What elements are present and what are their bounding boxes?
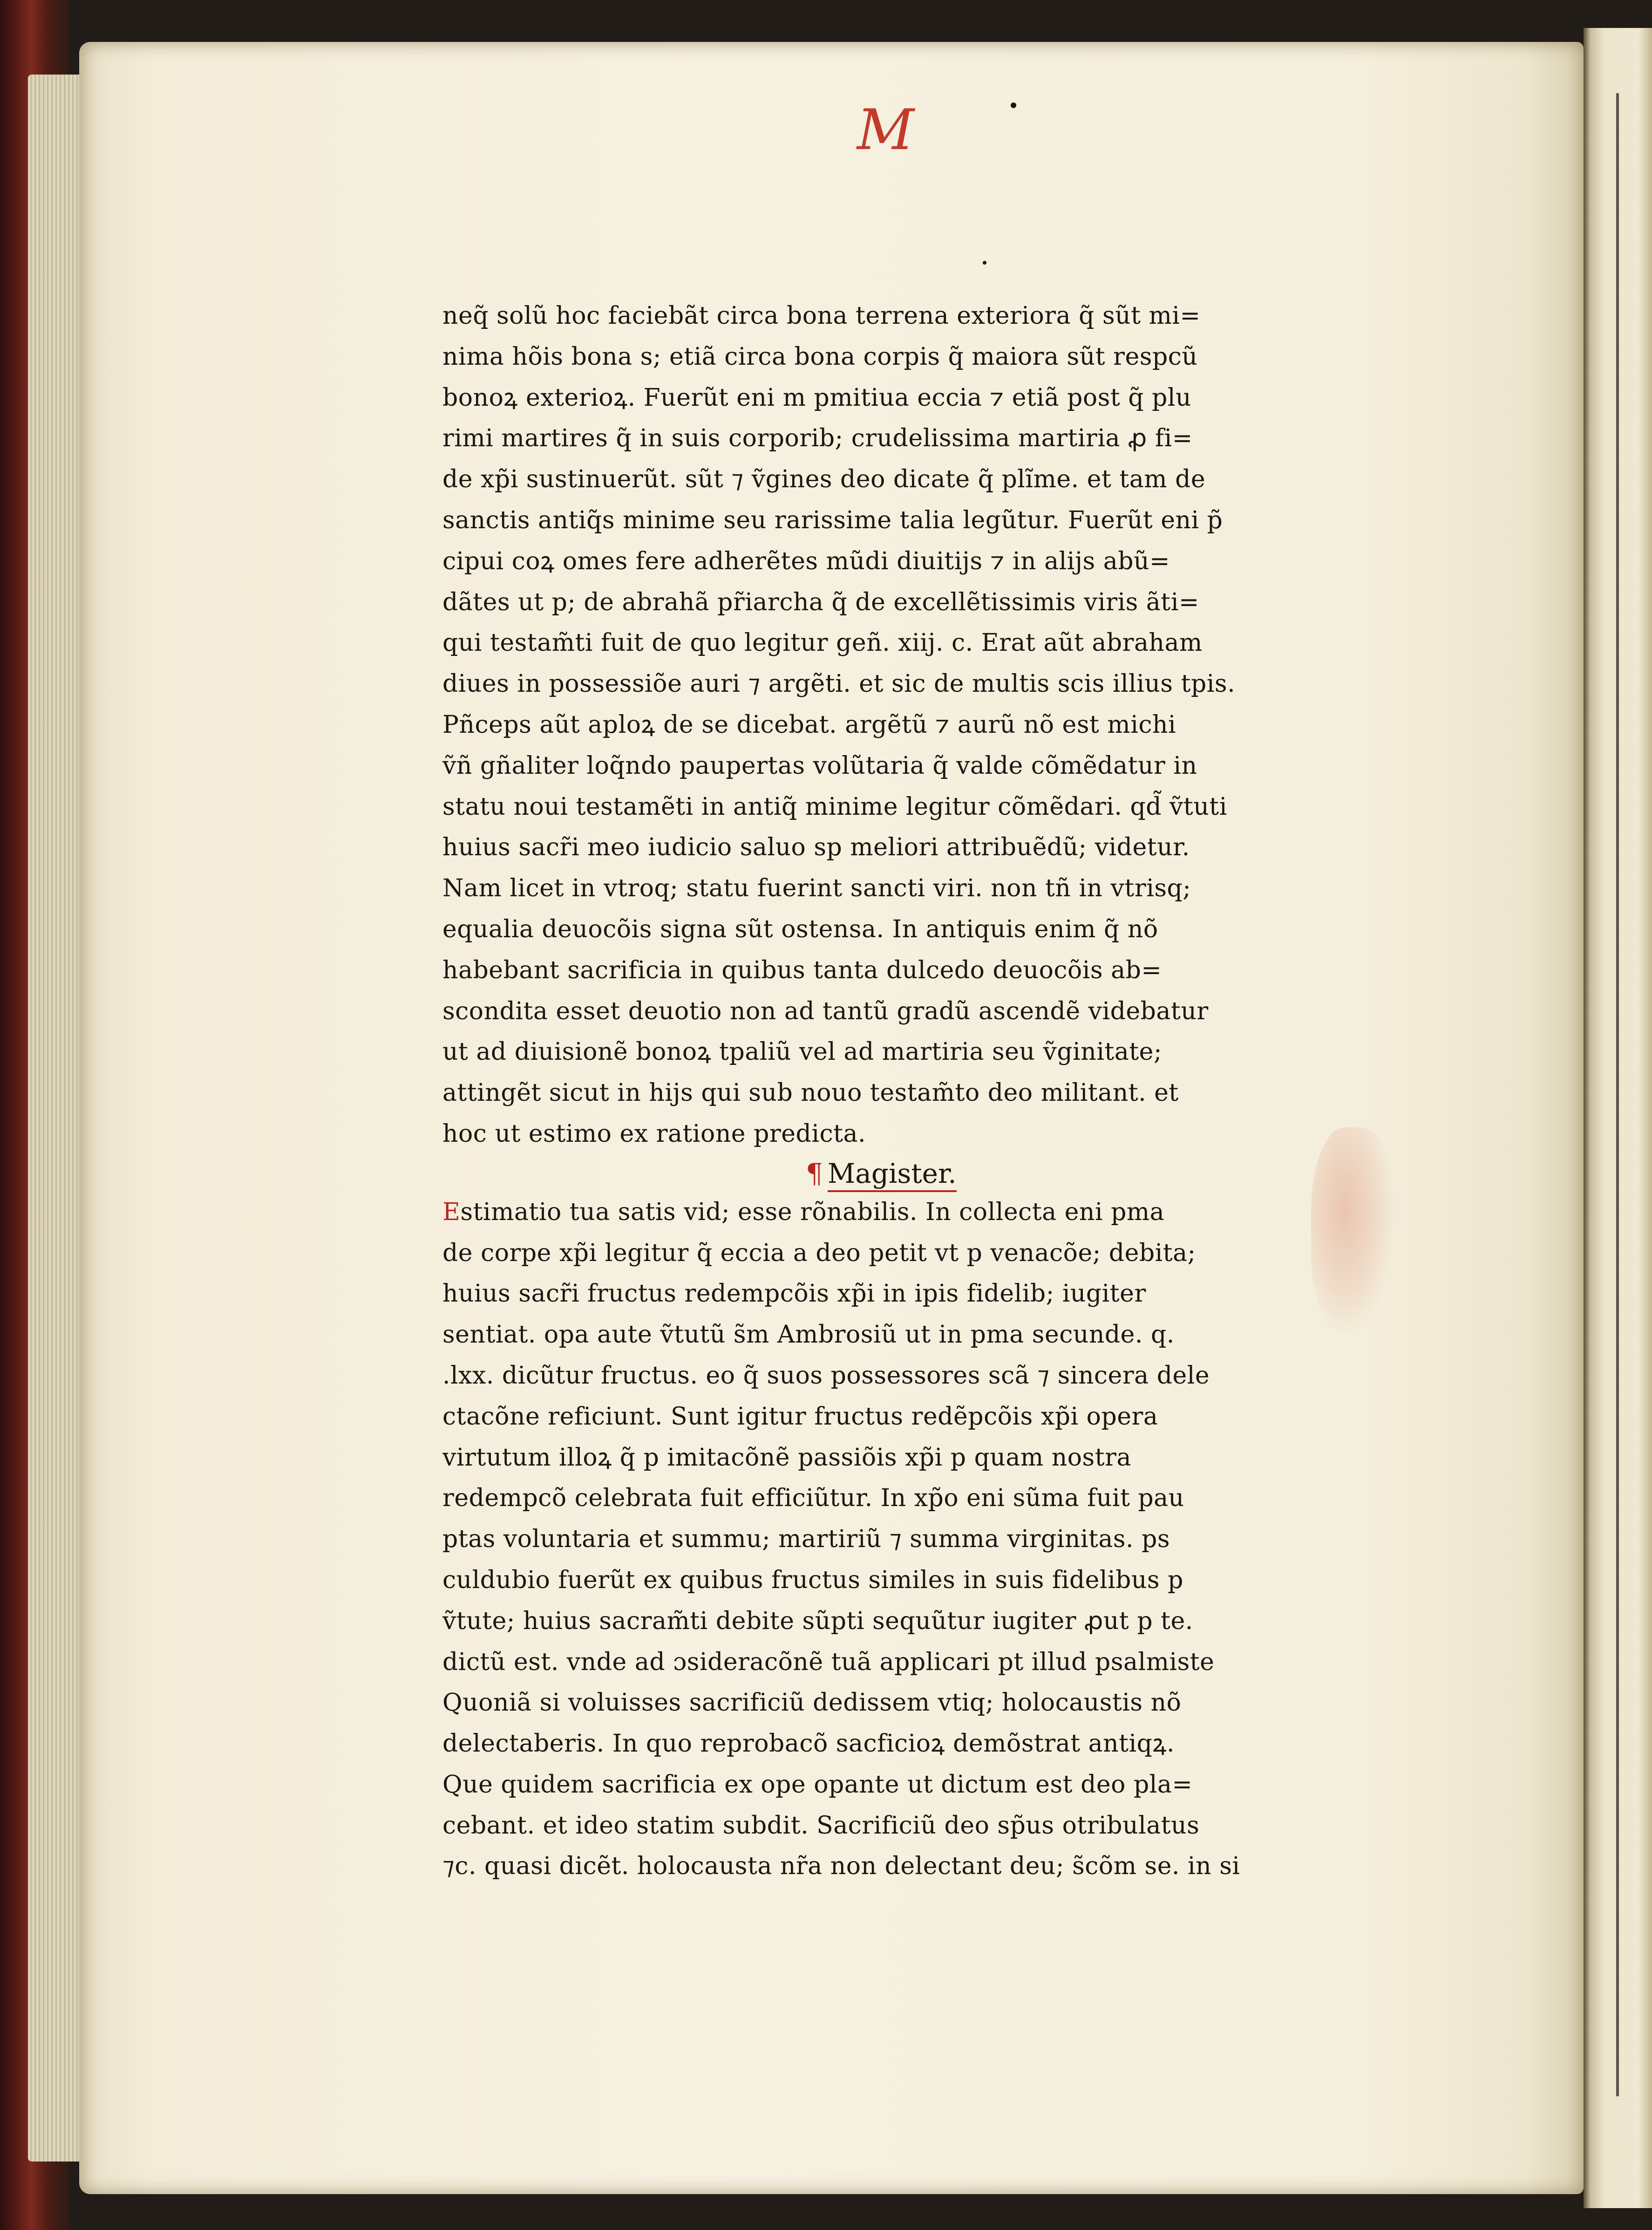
text-line: rimi martires q̃ in suis corporib; crudelissima martiria ꝓ fi= — [442, 424, 1193, 453]
text-line: delectaberis. In quo reprobacõ sacficioꝝ demõstrat antiqꝝ. — [442, 1730, 1175, 1758]
rubricated-initial: E — [442, 1198, 461, 1226]
folio-mark: M — [857, 98, 911, 163]
section-heading — [806, 1155, 1327, 1192]
text-column — [442, 296, 1327, 1887]
text-line: attingẽt sicut in hijs qui sub nouo testam̃to deo militant. et — [442, 1079, 1179, 1107]
text-line: bonoꝝ exterioꝝ. Fuerũt eni m pmitiua eccia ⁊ etiã post q̃ plu — [442, 383, 1192, 412]
text-line: .lxx. dicũtur fructus. eo q̃ suos possessores scã ⁊ sincera dele — [442, 1361, 1210, 1390]
text-line: redempcõ celebrata fuit efficiũtur. In xp̃o eni sũma fuit pau — [442, 1484, 1184, 1513]
text-line: hoc ut estimo ex ratione predicta. — [442, 1119, 866, 1148]
text-line: diues in possessiõe auri ⁊ argẽti. et sic de multis scis illius tpis. — [442, 670, 1236, 698]
text-line: culdubio fuerũt ex quibus fructus similes in suis fidelibus p — [442, 1566, 1183, 1594]
text-line: ⁊c. quasi dicẽt. holocausta nr̃a non delectant deu; s̃cõm se. in si — [442, 1852, 1240, 1881]
text-line: sentiat. opa aute ṽtutũ s̃m Ambrosiũ ut in pma secunde. q. — [442, 1321, 1175, 1349]
text-line: equalia deuocõis signa sũt ostensa. In antiquis enim q̃ nõ — [442, 915, 1158, 943]
heading-text: Magister. — [828, 1158, 957, 1192]
text-line: neq̃ solũ hoc faciebãt circa bona terrena exteriora q̃ sũt mi= — [442, 302, 1201, 330]
text-line: dãtes ut p; de abrahã pr̃iarcha q̃ de excellẽtissimis viris ãti= — [442, 588, 1199, 616]
text-line: habebant sacrificia in quibus tanta dulcedo deuocõis ab= — [442, 956, 1162, 984]
text-line: cebant. et ideo statim subdit. Sacrificiũ deo sp̃us otribulatus — [442, 1811, 1200, 1840]
text-line: statu noui testamẽti in antiq̃ minime legitur cõmẽdari. qd̃ ṽtuti — [442, 792, 1227, 821]
text-line: de xp̃i sustinuerũt. sũt ⁊ ṽgines deo dicate q̃ plĩme. et tam de — [442, 465, 1206, 494]
text-line: huius sacr̃i fructus redempcõis xp̃i in ipis fidelib; iugiter — [442, 1280, 1146, 1308]
paragraph-1 — [442, 296, 1327, 1155]
text-line: ut ad diuisionẽ bonoꝝ tpaliũ vel ad martiria seu ṽginitate; — [442, 1038, 1162, 1066]
text-line: ṽñ gñaliter loq̃ndo paupertas volũtaria q̃ valde cõmẽdatur in — [442, 751, 1197, 780]
text-line: sanctis antiq̃s minime seu rarissime talia legũtur. Fuerũt eni p̃ — [442, 506, 1223, 534]
text-line: ptas voluntaria et summu; martiriũ ⁊ summa virginitas. ps — [442, 1525, 1170, 1554]
text-line: de corpe xp̃i legitur q̃ eccia a deo petit vt p venacõe; debita; — [442, 1239, 1196, 1267]
line-text: stimatio tua satis vid; esse rõnabilis. In collecta eni pma — [460, 1198, 1165, 1226]
text-line: dictũ est. vnde ad ɔsideracõnẽ tuã applicari pt illud psalmiste — [442, 1648, 1215, 1676]
text-line: virtutum illoꝝ q̃ p imitacõnẽ passiõis xp̃i p quam nostra — [442, 1443, 1131, 1472]
ink-dot — [1011, 102, 1016, 108]
paragraph-mark: ¶ — [806, 1157, 823, 1189]
ink-dot — [983, 261, 986, 265]
text-line: cipui coꝝ omes fere adherẽtes mũdi diuitijs ⁊ in alijs abũ= — [442, 547, 1170, 575]
gutter-shadow — [1616, 93, 1619, 2096]
text-line: ctacõne reficiunt. Sunt igitur fructus redẽpcõis xp̃i opera — [442, 1402, 1158, 1431]
paragraph-2 — [442, 1192, 1327, 1888]
text-line: huius sacr̃i meo iudicio saluo sp meliori attribuẽdũ; videtur. — [442, 833, 1190, 862]
text-line: qui testam̃ti fuit de quo legitur geñ. xiij. c. Erat aũt abraham — [442, 629, 1203, 657]
text-line: Que quidem sacrificia ex ope opante ut dictum est deo pla= — [442, 1770, 1193, 1799]
text-line: ṽtute; huius sacram̃ti debite sũpti sequũtur iugiter ꝓut p te. — [442, 1607, 1193, 1635]
text-line: Pñceps aũt aploꝝ de se dicebat. argẽtũ ⁊ aurũ nõ est michi — [442, 710, 1176, 739]
text-line: scondita esset deuotio non ad tantũ gradũ ascendẽ videbatur — [442, 997, 1209, 1025]
text-line: nima hõis bona s; etiã circa bona corpis q̃ maiora sũt respcũ — [442, 342, 1198, 371]
text-line: Quoniã si voluisses sacrificiũ dedissem vtiq; holocaustis nõ — [442, 1689, 1182, 1717]
text-line: Nam licet in vtroq; statu fuerint sancti viri. non tñ in vtrisq; — [442, 874, 1191, 903]
text-line — [442, 1192, 1327, 1233]
